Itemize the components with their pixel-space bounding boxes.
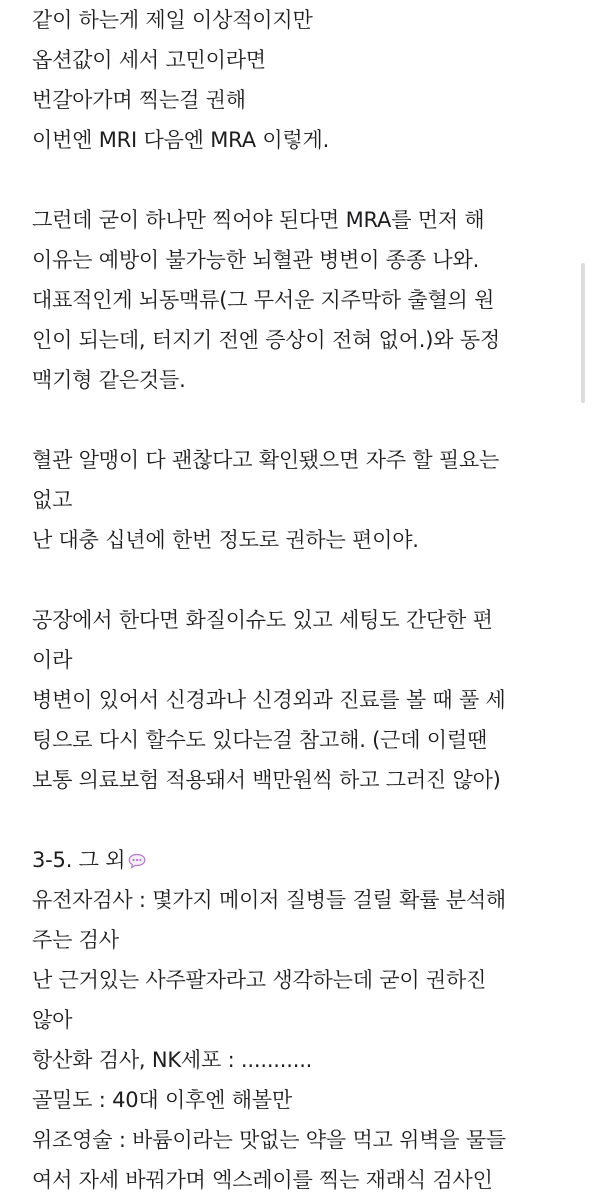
text-line: 않아	[32, 1008, 73, 1032]
text-line: 없고	[32, 488, 73, 512]
paragraph-spacer	[32, 800, 577, 840]
paragraph-3	[32, 440, 577, 560]
text-line: 난 대충 십년에 한번 정도로 권하는 편이야.	[32, 528, 419, 552]
paragraph-spacer	[32, 400, 577, 440]
text-line: 맥기형 같은것들.	[32, 368, 186, 392]
text-line: 난 근거있는 사주팔자라고 생각하는데 굳이 권하진	[32, 968, 487, 992]
paragraph-spacer	[32, 160, 577, 200]
text-line: 골밀도 : 40대 이후엔 해볼만	[32, 1088, 292, 1112]
paragraph-2	[32, 200, 577, 400]
thought-bubble-icon	[128, 842, 146, 858]
post-body	[32, 0, 577, 1200]
text-line: 이유는 예방이 불가능한 뇌혈관 병변이 종종 나와.	[32, 248, 480, 272]
text-line: 같이 하는게 제일 이상적이지만	[32, 8, 313, 32]
text-line: 주는 검사	[32, 928, 119, 952]
text-line: 이라	[32, 648, 73, 672]
text-line: 인이 되는데, 터지기 전엔 증상이 전혀 없어.)와 동정	[32, 328, 500, 352]
text-line: 보통 의료보험 적용돼서 백만원씩 하고 그러진 않아)	[32, 768, 501, 792]
text-line: 옵션값이 세서 고민이라면	[32, 48, 266, 72]
text-line: 항산화 검사, NK세포 : ...........	[32, 1048, 313, 1072]
paragraph-4	[32, 600, 577, 800]
paragraph-5	[32, 880, 577, 1200]
text-line: 번갈아가며 찍는걸 권해	[32, 88, 246, 112]
text-line: 여서 자세 바꿔가며 엑스레이를 찍는 재래식 검사인	[32, 1168, 493, 1192]
scrollbar-thumb[interactable]	[581, 263, 585, 403]
text-line: 대표적인게 뇌동맥류(그 무서운 지주막하 출혈의 원	[32, 288, 495, 312]
text-line: 공장에서 한다면 화질이슈도 있고 세팅도 간단한 편	[32, 608, 493, 632]
text-line: 유전자검사 : 몇가지 메이저 질병들 걸릴 확률 분석해	[32, 888, 507, 912]
text-line: 병변이 있어서 신경과나 신경외과 진료를 볼 때 풀 세	[32, 688, 506, 712]
text-line: 그런데 굳이 하나만 찍어야 된다면 MRA를 먼저 해	[32, 208, 485, 232]
text-line: 이번엔 MRI 다음엔 MRA 이렇게.	[32, 128, 330, 152]
text-line: 팅으로 다시 할수도 있다는걸 참고해. (근데 이럴땐	[32, 728, 488, 752]
section-heading	[32, 840, 577, 880]
text-line: 혈관 알맹이 다 괜찮다고 확인됐으면 자주 할 필요는	[32, 448, 500, 472]
paragraph-spacer	[32, 560, 577, 600]
section-heading-text: 3-5. 그 외	[32, 848, 126, 872]
paragraph-1	[32, 0, 577, 160]
text-line: 위조영술 : 바륨이라는 맛없는 약을 먹고 위벽을 물들	[32, 1128, 507, 1152]
